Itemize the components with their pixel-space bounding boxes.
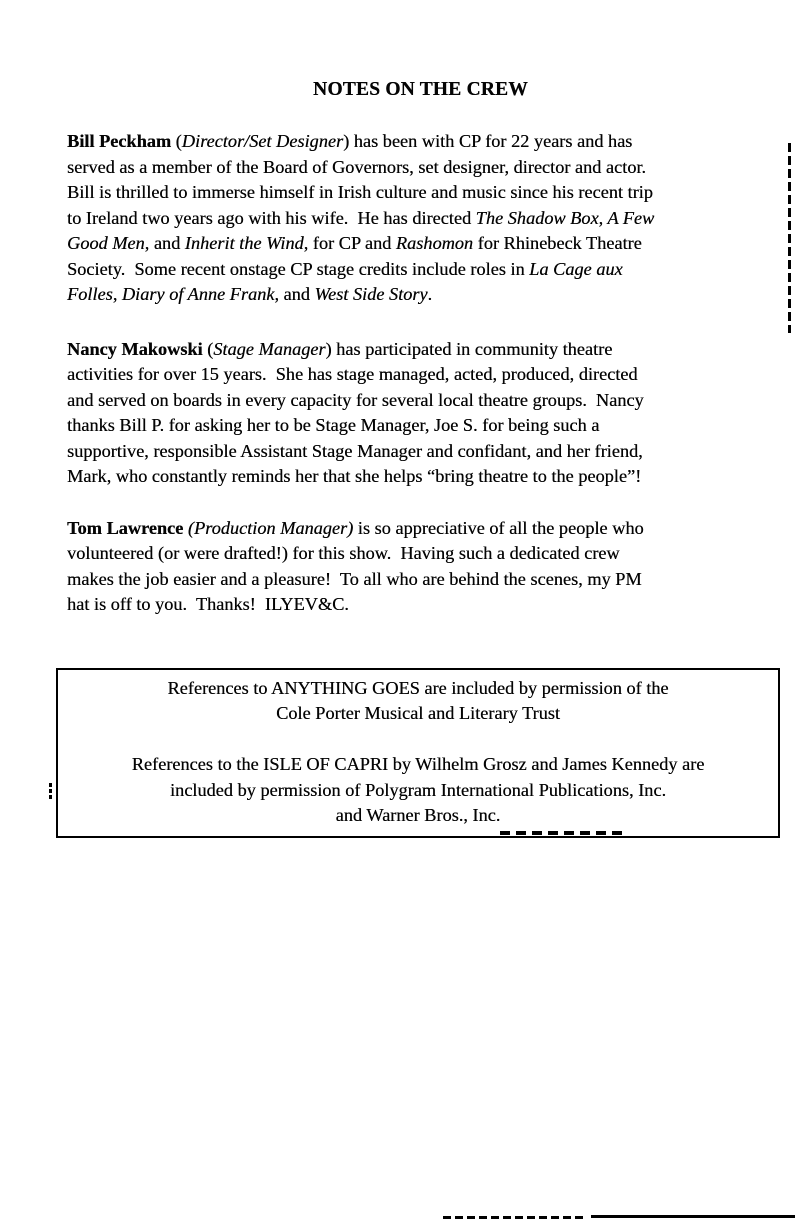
text-line: [67, 231, 774, 257]
regular-text: hat is off to you. Thanks! ILYEV&C.: [67, 594, 349, 614]
italic-text: La Cage aux: [529, 258, 623, 279]
regular-text: ) has participated in community theatre: [325, 338, 613, 359]
bold-text: Tom Lawrence: [67, 517, 184, 538]
italic-text: Good Men,: [67, 233, 150, 253]
regular-text: supportive, responsible Assistant Stage Manager and confidant, and her friend,: [67, 440, 643, 461]
regular-text: ) has been with CP for 22 years and has: [343, 131, 633, 151]
scan-artifact-bottom-dashed-line: [443, 1216, 585, 1219]
text-line: [67, 257, 774, 283]
scan-artifact-right-edge: [788, 143, 791, 333]
regular-text: volunteered (or were drafted!) for this show. Having such a dedicated crew: [67, 543, 620, 563]
notice-line: References to ANYTHING GOES are included by permission of the: [167, 677, 669, 698]
italic-text: (Production Manager): [187, 517, 354, 538]
text-line: [67, 337, 774, 363]
crew-bios: [67, 129, 774, 618]
regular-text: (: [171, 131, 182, 151]
italic-text: Stage Manager: [213, 338, 326, 359]
regular-text: .: [427, 284, 433, 304]
bio-paragraph-tom-lawrence: [67, 516, 774, 618]
scan-artifact-box-bottom-smudge: [500, 831, 627, 835]
regular-text: served as a member of the Board of Governors, set designer, director and actor.: [67, 156, 646, 177]
regular-text: and: [278, 284, 315, 304]
italic-text: Inherit the Wind,: [184, 233, 309, 253]
regular-text: Society. Some recent onstage CP stage credits include roles in: [67, 258, 530, 279]
regular-text: and: [149, 233, 185, 253]
italic-text: West Side Story: [314, 284, 428, 304]
text-line: [67, 464, 774, 490]
permissions-notice-box: [56, 668, 780, 838]
italic-text: Folles,: [67, 284, 118, 304]
italic-text: Diary of Anne Frank,: [121, 284, 279, 304]
text-line: [67, 155, 774, 181]
text-line: [67, 567, 774, 593]
text-line: [67, 541, 774, 567]
regular-text: for Rhinebeck Theatre: [473, 233, 642, 253]
regular-text: thanks Bill P. for asking her to be Stage Manager, Joe S. for being such a: [67, 415, 600, 435]
bold-text: Bill Peckham: [67, 131, 172, 151]
text-line: [67, 413, 774, 439]
regular-text: and served on boards in every capacity for several local theatre groups. Nancy: [67, 389, 644, 410]
text-line: [67, 388, 774, 414]
italic-text: Rashomon: [395, 233, 474, 253]
text-line: [67, 516, 774, 542]
bio-paragraph-bill-peckham: [67, 129, 774, 308]
notice-line: included by permission of Polygram International Publications, Inc.: [169, 779, 667, 800]
italic-text: Director/Set Designer: [181, 131, 344, 151]
text-line: [67, 129, 774, 155]
text-line: [67, 180, 774, 206]
notice-line: and Warner Bros., Inc.: [335, 805, 501, 825]
regular-text: activities for over 15 years. She has stage managed, acted, produced, directed: [67, 364, 638, 384]
notice-line: Cole Porter Musical and Literary Trust: [276, 703, 560, 723]
notice-blank-line: [68, 727, 768, 753]
regular-text: to Ireland two years ago with his wife. He has directed: [67, 207, 476, 228]
regular-text: for CP and: [308, 233, 396, 253]
regular-text: is so appreciative of all the people who: [353, 517, 644, 538]
text-line: [67, 206, 774, 232]
regular-text: Mark, who constantly reminds her that she helps “bring theatre to the people”!: [67, 466, 642, 486]
page-content: [67, 78, 774, 838]
text-line: [67, 439, 774, 465]
text-line: [67, 592, 774, 618]
scan-artifact-bottom-solid-line: [591, 1215, 795, 1218]
text-line: [67, 282, 774, 308]
bio-paragraph-nancy-makowski: [67, 337, 774, 490]
regular-text: Bill is thrilled to immerse himself in Irish culture and music since his recent trip: [67, 182, 653, 202]
text-line: [67, 362, 774, 388]
italic-text: The Shadow Box, A Few: [475, 207, 655, 228]
regular-text: (: [202, 338, 214, 359]
bold-text: Nancy Makowski: [67, 338, 203, 359]
page-title: NOTES ON THE CREW: [313, 79, 528, 100]
notice-line: References to the ISLE OF CAPRI by Wilhelm Grosz and James Kennedy are: [131, 754, 705, 774]
regular-text: makes the job easier and a pleasure! To all who are behind the scenes, my PM: [67, 568, 642, 589]
scan-artifact-left-tick: [49, 783, 52, 800]
